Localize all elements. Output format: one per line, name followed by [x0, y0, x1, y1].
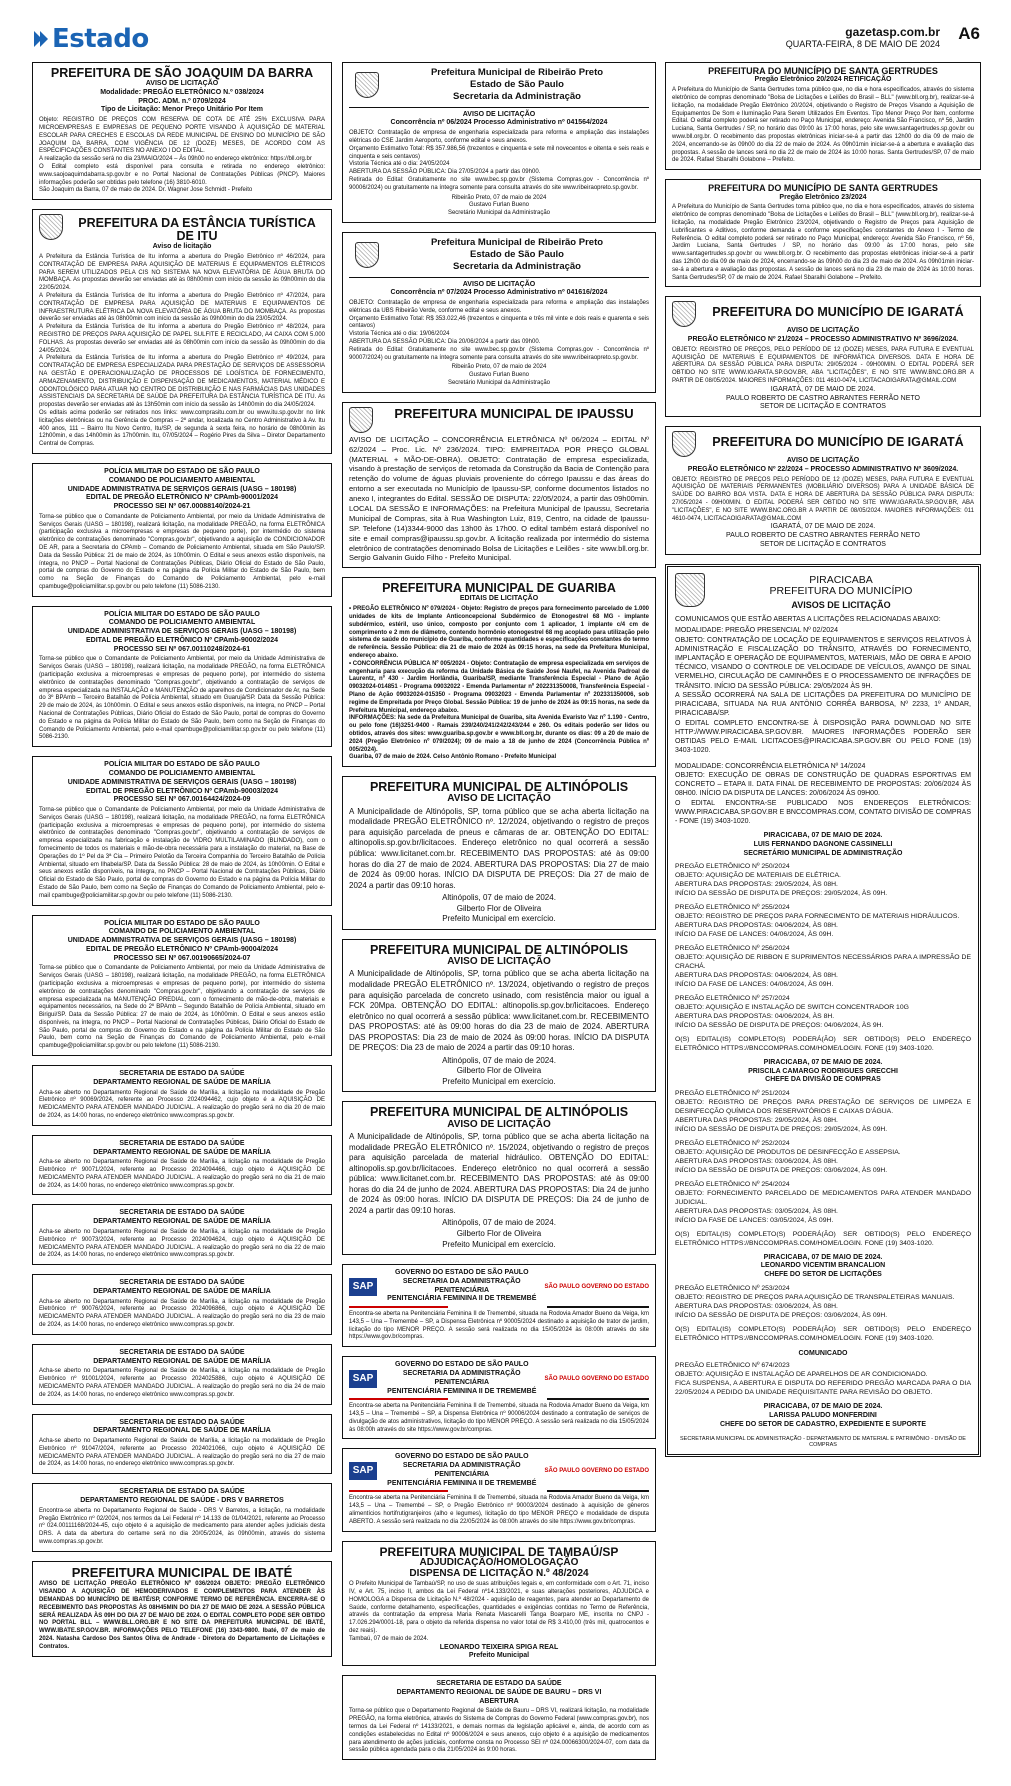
notice-title: PREFEITURA MUNICIPAL DE ALTINÓPOLIS: [369, 1105, 629, 1120]
notice-body: A Prefeitura do Município de Santa Gertrudes torna público que, no dia e hora especificados, através do sistema eletrônico de compras denominado "Bolsa de Licitações e Leilões do Brasil – BLL" (www.bll.org.br), realizar-se-á licitação, na modalidade Pregão Eletrônico 20/2024, objetivando o Registro de Preços Visando a Aquisição de Equipamentos De Som e Iluminação Para Serem Utilizados Em Eventos. Tipo Menor Preço Por Item, conforme Edital. O edital completo poderá ser retirado no Paço Municipal, endereço: Avenida São Francisco, nº 56, Jardim Luciana, Santa Gertrudes / SP, no horário das 09:00 às 17:00 horas, pelo site www.santagertrudes.sp.gov.br ou www.bll.org.br. O recebimento das propostas eletrônicas iniciar-se-á a partir das 12h00 do dia 09 de maio de 2024, encerrando-se às 09h00 do dia 22 de maio de 2024. As 09h01min iniciar-se-á a abertura e avaliação das propostas. A sessão de lances será no dia 22 de maio de 2024 às 10:00 horas. Santa Gertrudes/SP, 07 de maio de 2024. Rafael Sbaralhi Golabone – Prefeito.: [672, 87, 974, 164]
notice-altinopolis-2: [342, 939, 656, 1093]
notice-body: Acha-se aberto no Departamento Regional de Saúde de Marília, a licitação na modalidade de Pregão Eletrônico nº 90073/2024, referente ao Processo 2024094624, cujo objeto é AQUISIÇÃO DE MEDICAMENTO PARA ATENDER MANDADO JUDICIAL. A realização do pregão será no dia 22 de maio de 2024, as 14:00 horas, no endereço eletrônico www.compras.sp.gov.br.: [39, 1228, 325, 1259]
notice-edital: O(S) EDITAL(IS) COMPLETO(S) PODERÁ(ÃO) SER OBTIDO(S) PELO ENDEREÇO ELETRÔNICO HTTPS://BNCCOMPRAS.COM/HOME/LOGIN. FONE (19) 3403-1020.: [675, 1035, 971, 1052]
notice-pm-2: [32, 606, 332, 748]
notice-item: PREGÃO ELETRÔNICO Nº 254/2024 OBJETO: FORNECIMENTO PARCELADO DE MEDICAMENTOS PARA ATENDER MANDADO JUDICIAL. ABERTURA DAS PROPOSTAS: 03/05/2024, ÀS 08H. INÍCIO DA FASE DE LANCES: 03/05/2024, ÀS 09H.: [675, 1180, 971, 1224]
notice-header: SECRETARIA DE ESTADO DA SAÚDE DEPARTAMENTO REGIONAL DE SAÚDE - DRS V BARRETOS: [80, 1488, 284, 1504]
notice-signature: LEONARDO TEIXEIRA SPIGA REAL Prefeito Municipal: [439, 1643, 559, 1660]
notice-header: SECRETARIA DE ESTADO DA SAÚDE DEPARTAMENTO REGIONAL DE SAÚDE DE BAURU – DRS VI ABERTURA: [396, 1680, 602, 1705]
notice-body: Acha-se aberto no Departamento Regional de Saúde de Marília, a licitação na modalidade de Pregão Eletrônico nº 90071/2024, referente ao Processo 2024094466, cujo objeto é AQUISIÇÃO DE MEDICAMENTO PARA ATENDER MANDADO JUDICIAL. A realização do pregão será no dia 21 de maio de 2024, as 14:00 horas, no endereço eletrônico www.compras.sp.gov.br.: [39, 1159, 325, 1189]
sp-government-logo: SÃO PAULO GOVERNO DO ESTADO: [544, 1283, 649, 1290]
notice-title: GOVERNO DO ESTADO DE SÃO PAULO SECRETARIA DA ADMINISTRAÇÃO PENITENCIÁRIA PENITENCIÁRIA FEMININA II DE TREMEMBÉ: [387, 1269, 537, 1303]
notice-marilia-2: [32, 1135, 332, 1196]
notice-body: A Prefeitura da Estância Turística de Itu informa a abertura do Pregão Eletrônico nº 46/2024, para CONTRATAÇÃO DE EMPRESA PARA AQUISIÇÃO DE MATERIAIS E EQUIPAMENTOS ELÉTRICOS PARA SEREM UTILIZADOS PELA CIS NO SISTEMA NA NOVA ELEVATÓRIA DE ÁGUA BRUTA DO MOMBAÇA. As propostas deverão ser enviadas até às 08h00min com início da sessão às 09h00min do dia 22/05/2024. A Prefeitura da Estância Turística de Itu informa a abertura do Pregão Eletrônico nº 47/2024, para CONTRATAÇÃO DE EMPRESA PARA AQUISIÇÃO DE MATERIAIS E EQUIPAMENTOS DE INFRAESTRUTURA ELÉTRICA DA NOVA ELEVATÓRIA DE ÁGUA BRUTA DO MOMBAÇA. As propostas deverão ser enviadas até às 08h00min com início da sessão às 09h00min do dia 23/05/2024. A Prefeitura da Estância Turística de Itu informa a abertura do Pregão Eletrônico nº 48/2024, para REGISTRO DE PREÇOS PARA AQUISIÇÃO DE PAPEL SULFITE E RECICLADO, A4 CAIXA COM 5.000 FOLHAS. As propostas deverão ser enviadas até às 08h00min com início da sessão às 09h00min do dia 24/05/2024. A Prefeitura da Estância Turística de Itu informa a abertura do Pregão Eletrônico nº 49/2024, para CONTRATAÇÃO DE EMPRESA ESPECIALIZADA PARA PRESTAÇÃO DE SERVIÇOS DE ASSESSORIA NA GESTÃO E OPERACIONALIZAÇÃO DE PROCESSOS DE LOGÍSTICA DE FORNECIMENTO, ARMAZENAMENTO, DISTRIBUIÇÃO E DISPENSAÇÃO DE MEDICAMENTOS, MATERIAL MÉDICO E ODONTOLÓGICO PARA ATUAR NO CENTRO DE DISTRIBUIÇÃO E NAS FARMÁCIAS DAS UNIDADES ASSISTENCIAIS DA SECRETARIA DE SAÚDE DA PREFEITURA DA ESTÂNCIA TURÍSTICA DE ITU. As propostas deverão ser enviadas até às 13h50min com início da sessão às 14h00min do dia 24/05/2024. Os editais acima poderão ser retirados nos links: www.comprasitu.com.br ou www.itu.sp.gov.br no link licitações eletrônicas ou na Gerência de Compras – 2º andar, localizada no Centro Administrativo à Av. Itu 400 anos, 111 – Bairro Itu Novo Centro, Itu/SP, de segunda à sexta feira, no horário de 08h00min às 12h00min, e das 14h00min às 17h00min. Itu, 07/05/2024 – Rogério Pires da Silva – Diretor Departamento Central de Compras.: [39, 254, 325, 448]
notice-ipaussu: [342, 402, 656, 569]
notice-item: PREGÃO ELETRÔNICO Nº 250/2024 OBJETO: AQUISIÇÃO DE MATERIAIS DE ELÉTRICA. ABERTURA DAS PROPOSTAS: 29/05/2024, ÀS 08H. INÍCIO DA SESSÃO DE DISPUTA DE PREÇOS: 29/05/2024, ÀS 09H.: [675, 863, 888, 898]
notice-subtitle: AVISO DE LICITAÇÃO PREGÃO ELETRÔNICO Nº 21/2024 – PROCESSO ADMINISTRATIVO Nº 3696/2024.: [687, 327, 959, 344]
notice-signature: Altinópolis, 07 de maio de 2024. Gilberto Flor de Oliveira Prefeito Municipal em exercício.: [442, 893, 556, 924]
notice-gov-sp-3: [342, 1448, 656, 1531]
notice-header: SECRETARIA DE ESTADO DA SAÚDE DEPARTAMENTO REGIONAL DE SAÚDE DE MARÍLIA: [93, 1418, 271, 1435]
notice-block: MODALIDADE: PREGÃO PRESENCIAL Nº 02/2024 OBJETO: CONTRATAÇÃO DE LOCAÇÃO DE EQUIPAMENTOS E SERVIÇOS RELATIVOS À ADMINISTRAÇÃO E FISCALIZAÇÃO DO TRÂNSITO, ATRAVÉS DO FORNECIMENTO, IMPLANTAÇÃO E OPERAÇÃO DE EQUIPAMENTOS, MATERIAIS, MÃO DE OBRA E APOIO TÉCNICO, VISANDO O CONTROLE DE VELOCIDADE DE VEÍCULOS, AVANÇO DE SINAL VERMELHO, CIRCULAÇÃO DE CAMINHÕES E O PROCESSAMENTO DE INFRAÇÕES DE TRÂNSITO. INÍCIO DA SESSÃO PÚBLICA: 29/05/2024 ÀS 9H. A SESSÃO OCORRERÁ NA SALA DE LICITAÇÕES DA PREFEITURA DO MUNICÍPIO DE PIRACICABA, SITUADA NA RUA ANTÔNIO CORRÊA BARBOSA, Nº 2233, 1º ANDAR, PIRACICABA/SP. O EDITAL COMPLETO ENCONTRA-SE À DISPOSIÇÃO PARA DOWNLOAD NO SITE HTTP://WWW.PIRACICABA.SP.GOV.BR. MAIORES INFORMAÇÕES PODERÃO SER OBTIDAS PELO E-MAIL LICITACOES@PIRACICABA.SP.GOV.BR OU PELO FONE (19) 3403-1020.: [675, 627, 971, 755]
notice-item: PREGÃO ELETRÔNICO Nº 251/2024 OBJETO: REGISTRO DE PREÇOS PARA PRESTAÇÃO DE SERVIÇOS DE LIMPEZA E DESINFECÇÃO QUÍMICA DOS RESERVATÓRIOS E CAIXAS D'ÁGUA. ABERTURA DAS PROPOSTAS: 29/05/2024, ÀS 08H. INÍCIO DA SESSÃO DE DISPUTA DE PREÇOS: 29/05/2024, ÀS 09H.: [675, 1090, 971, 1133]
notice-title: PREFEITURA MUNICIPAL DE IBATÉ: [71, 1564, 293, 1580]
notice-gov-sp-1: [342, 1264, 656, 1347]
notice-body: AVISO DE LICITAÇÃO PREGÃO ELETRÔNICO Nº 036/2024 OBJETO: PREGÃO ELETRÔNICO VISANDO A AQUISIÇÃO DE HEMODERIVADOS E COMPLEMENTOS PARA ATENDER ÀS DEMANDAS DO MUNICÍPIO DE IBATÉ/SP, CONFORME TERMO DE REFERÊNCIA. ENCERRA-SE O RECEBIMENTO DAS PROPOSTAS ÀS 08H45MIN DO DIA 27 DE MAIO DE 2024. A SESSÃO PÚBLICA SERÁ REALIZADA ÀS 09H DO DIA 27 DE MAIO DE 2024. O EDITAL COMPLETO PODE SER OBTIDO NO PORTAL BLL – WWW.BLL.ORG.BR E NO SITE DA PREFEITURA MUNICIPAL DE IBATÉ, WWW.IBATE.SP.GOV.BR. INFORMAÇÕES PELO TELEFONE (16) 3343-9800. Ibaté, 07 de maio de 2024. Natasha Cardoso Dos Santos Oliva de Andrade - Diretora do Departamento de Licitações e Contratos.: [39, 1581, 325, 1650]
notice-title: PREFEITURA DA ESTÂNCIA TURÍSTICA DE ITU: [78, 216, 316, 244]
notice-header: SECRETARIA DE ESTADO DA SAÚDE DEPARTAMENTO REGIONAL DE SAÚDE DE MARÍLIA: [93, 1209, 271, 1226]
notice-signature: PIRACICABA, 07 DE MAIO DE 2024. PRISCILA CAMARGO RODRIGUES GRECCHI CHEFE DA DIVISÃO DE COMPRAS: [748, 1058, 898, 1084]
notice-santa-gertrudes-2: [665, 179, 981, 287]
notice-header: [349, 1361, 649, 1396]
notice-title: Prefeitura Municipal de Ribeirão Preto Estado de São Paulo Secretaria da Administração: [430, 236, 604, 272]
notice-edital: O(S) EDITAL(IS) COMPLETO(S) PODERÁ(ÃO) SER OBTIDO(S) PELO ENDEREÇO ELETRÔNICO HTTPS://BNCCOMPRAS.COM/HOME/LOGIN. FONE (19) 3403-1020.: [675, 1230, 971, 1247]
notice-header: [349, 1453, 649, 1488]
notice-ribeirao-1: [342, 62, 656, 223]
issue-date: QUARTA-FEIRA, 8 DE MAIO DE 2024: [785, 39, 940, 49]
notice-body: OBJETO: REGISTRO DE PREÇOS, PELO PERÍODO DE 12 (DOZE) MESES, PARA FUTURA E EVENTUAL AQUISIÇÃO DE MATERIAIS E EQUIPAMENTOS DE INFORMÁTICA DIVERSOS. DATA E HORA DE ABERTURA DA SESSÃO PÚBLICA PARA DISPUTA: 29/05/2024 - 09H00MIN. O EDITAL PODERÁ SER OBTIDO NO SITE WWW.IGARATA.SP.GOV.BR, ABA "LICITAÇÕES", E NO SITE WWW.BNC.ORG.BR A PARTIR DE 08/05/2024. MAIORES INFORMAÇÕES: 011 4610-0474, LICITACAOIGARATA@GMAIL.COM: [672, 346, 974, 384]
notice-item: PREGÃO ELETRÔNICO Nº 253/2024 OBJETO: REGISTRO DE PREÇOS PARA AQUISIÇÃO DE TRANSPALETEIRAS MANUAIS. ABERTURA DAS PROPOSTAS: 03/06/2024, ÀS 08H. INÍCIO DA SESSÃO DE DISPUTA DE PREÇOS: 03/06/2024, ÀS 09H.: [675, 1284, 955, 1319]
notice-ibate: [32, 1561, 332, 1657]
flag-stripe: [349, 1398, 649, 1400]
notice-title: PREFEITURA DO MUNICÍPIO DE IGARATÁ: [712, 435, 964, 450]
notice-title: PREFEITURA DE SÃO JOAQUIM DA BARRA: [50, 66, 314, 80]
notice-title: PIRACICABA PREFEITURA DO MUNICÍPIO: [769, 573, 913, 597]
notice-body: Torna-se público que o Departamento Regional de Saúde de Bauru – DRS VI, realizará licitação, na modalidade PREGÃO, na forma eletrônica, através do Sistema de Compras do Governo Federal (www.compras.gov.br), nos termos da Lei Federal nº 14133/2021, e demais normas da legislação aplicável e, ainda, de acordo com as condições estabelecidas no Edital nº 90006/2024 e seus anexos, cujo objeto é a aquisição de medicamentos para atendimento de ações judiciais, conforme consta no Processo SEI nº 024.00066300/2024-07, com data da sessão pública agendada para o dia 21/05/2024 às 9:00 horas.: [349, 1708, 649, 1754]
notice-signature: IGARATÁ, 07 DE MAIO DE 2024. PAULO ROBERTO DE CASTRO ABRANTES FERRÃO NETO SETOR DE LICITAÇÃO E CONTRATOS: [726, 385, 920, 411]
city-seal-icon: [355, 72, 379, 98]
notice-pm-1: [32, 463, 332, 597]
notice-body: Acha-se aberto no Departamento Regional de Saúde de Marília, a licitação na modalidade de Pregão Eletrônico nº 91001/2024, referente ao Processo 2024025886, cujo objeto é AQUISIÇÃO DE MEDICAMENTO PARA ATENDER MANDADO JUDICIAL. A realização do pregão será no dia 24 de maio de 2024, as 14:00 horas, no endereço eletrônico www.compras.sp.gov.br.: [39, 1368, 325, 1398]
column-left: [32, 62, 332, 1666]
notice-subtitle: EDITAIS DE LICITAÇÃO: [459, 595, 539, 603]
column-right: [665, 62, 981, 1466]
notice-body: Encontra-se aberta na Penitenciária Feminina II de Tremembé, situada na Rodovia Amador Bueno da Veiga, km 143,5 – Una – Tremembé – SP, a Dispensa Eletrônica nº 90006/2024 destinado a contratação de serviços de divulgação de atos administrativos, licitação do tipo MENOR PREÇO. A sessão será realizada no dia 15/05/2024 às 08:00h através do site https://www.gov.br/compras.: [349, 1403, 649, 1433]
notice-body: OBJETO: REGISTRO DE PREÇOS PELO PERÍODO DE 12 (DOZE) MESES, PARA FUTURA E EVENTUAL AQUISIÇÃO DE MATERIAIS PERMANENTES (MOBILIÁRIO DIVERSOS) PARA A UNIDADE BÁSICA DE SAÚDE DO BAIRRO BOA VISTA. DATA E HORA DE ABERTURA DA SESSÃO PÚBLICA PARA DISPUTA: 27/05/2024 - 09H00MIN. O EDITAL PODERÁ SER OBTIDO NO SITE WWW.IGARATA.SP.GOV.BR, ABA "LICITAÇÕES", E NO SITE WWW.BNC.ORG.BR A PARTIR DE 08/05/2024. MAIORES INFORMAÇÕES: 011 4610-0474, LICITACAOIGARATA@GMAIL.COM: [672, 476, 974, 522]
notice-marilia-4: [32, 1274, 332, 1335]
notice-subtitle: Aviso de licitação: [152, 243, 212, 251]
notice-title: PREFEITURA MUNICIPAL DE GUARIBA: [382, 581, 616, 596]
notice-body: A Municipalidade de Altinópolis, SP, torna público que se acha aberta licitação na modalidade PREGÃO ELETRÔNICO nº. 12/2024, objetivando o registro de preços para aquisição parcelada de pneus e câmaras de ar. OBTENÇÃO DO EDITAL: altinopolis.sp.gov.br/licitacoes. Endereço eletrônico no qual ocorrerá a sessão pública: www.licitanet.com.br. RECEBIMENTO DAS PROPOSTAS: até às 09:00 horas do dia 27 de maio de 2024. ABERTURA DAS PROPOSTAS: Dia 27 de maio de 2024 às 09:00 horas. INÍCIO DA DISPUTA DE PREÇOS: Dia 27 de maio de 2024 a partir das 09:10 horas.: [349, 806, 649, 890]
header-meta: [786, 25, 940, 49]
sap-logo: SAP: [349, 1370, 377, 1388]
notice-pm-4: [32, 915, 332, 1057]
notice-header: [349, 67, 649, 108]
notice-item: PREGÃO ELETRÔNICO Nº 256/2024 OBJETO: AQUISIÇÃO DE RIBBON E SUPRIMENTOS NECESSÁRIOS PARA A IMPRESSÃO DE CRACHÁ. ABERTURA DAS PROPOSTAS: 04/06/2024, ÀS 08H. INÍCIO DA FASE DE LANCES: 04/06/2024, ÀS 09H.: [675, 945, 971, 989]
notice-header: POLÍCIA MILITAR DO ESTADO DE SÃO PAULO COMANDO DE POLICIAMENTO AMBIENTAL UNIDADE ADMINISTRATIVA DE SERVIÇOS GERAIS (UASG – 180198) EDITAL DE PREGÃO ELETRÔNICO Nº CPAmb-90001/2024 PROCESSO SEI Nº 067.00088140/2024-21: [67, 468, 297, 511]
notice-subtitle: AVISOS DE LICITAÇÃO: [791, 599, 891, 610]
notice-signature: PIRACICABA, 07 DE MAIO DE 2024. LUIS FERNANDO DAGNONE CASSINELLI SECRETÁRIO MUNICIPAL DE ADMINISTRAÇÃO: [743, 832, 903, 857]
flag-stripe: [349, 1306, 649, 1308]
notice-title: PREFEITURA DO MUNICÍPIO DE SANTA GERTRUDES: [708, 66, 938, 76]
notice-signature: Ribeirão Preto, 07 de maio de 2024 Gustavo Furlan Bueno Secretário Municipal da Administração: [447, 194, 551, 217]
notice-item: PREGÃO ELETRÔNICO Nº 257/2024 OBJETO: AQUISIÇÃO E INSTALAÇÃO DE SWITCH CONCENTRADOR 10G ABERTURA DAS PROPOSTAS: 04/06/2024, ÀS 8H. INÍCIO DA SESSÃO DE DISPUTA DE PREÇOS: 04/06/2024, ÀS 9H.: [675, 995, 909, 1029]
notice-altinopolis-3: [342, 1101, 656, 1255]
notice-header: POLÍCIA MILITAR DO ESTADO DE SÃO PAULO COMANDO DE POLICIAMENTO AMBIENTAL UNIDADE ADMINISTRATIVA DE SERVIÇOS GERAIS (UASG – 180198) EDITAL DE PREGÃO ELETRÔNICO Nº CPAmb-90004/2024 PROCESSO SEI Nº 067.00190665/2024-07: [67, 919, 297, 962]
notice-tambau: [342, 1541, 656, 1666]
notice-subtitle: AVISO DE LICITAÇÃO: [447, 955, 551, 967]
notice-subtitle: AVISO DE LICITAÇÃO: [447, 793, 551, 805]
notice-item: PREGÃO ELETRÔNICO Nº 674/2023 OBJETO: AQUISIÇÃO E INSTALAÇÃO DE APARELHOS DE AR CONDICIONADO. FICA SUSPENSA, A ABERTURA E DISPUTA DO REFERIDO PREGÃO MARCADA PARA O DIA 22/05/2024 A PEDIDO DA UNIDADE REQUISITANTE PARA REVISÃO DO OBJETO.: [675, 1362, 971, 1397]
notice-body: Torna-se público que o Comandante de Policiamento Ambiental, por meio da Unidade Administrativa de Serviços Gerais (UASG – 180198), realizará licitação, na modalidade PREGÃO, na forma ELETRÔNICA (participação exclusiva a microempresas e empresas de pequeno porte), por intermédio do sistema eletrônico de contratações denominado "Compras.gov.br", objetivando a contratação de serviços de empresa especializada na MANUTENÇÃO PREDIAL, com o fornecimento de mão-de-obra, materiais e equipamentos necessários, na Sede do 2º BPAmb – Segundo Batalhão de Polícia Ambiental, situado em Birigui/SP. Data da Sessão Pública: 27 de maio de 2024, às 10h00min. O Edital e seus anexos estão disponíveis, na íntegra, no PNCP – Portal Nacional de Contratações Públicas, Diário Oficial do Estado de São Paulo, portal de compras do Governo do Estado e na página da Polícia Militar do Estado de São Paulo, bem como na Seção de Finanças do Comando de Policiamento Ambiental, pelo e-mail cpambuge@policiamilitar.sp.gov.br ou pelo telefone (11) 5086-2130.: [39, 965, 325, 1050]
city-seal-icon: [675, 573, 705, 607]
notice-marilia-6: [32, 1414, 332, 1475]
notice-body: AVISO DE LICITAÇÃO – CONCORRÊNCIA ELETRÔNICA Nº 06/2024 – EDITAL Nº 62/2024 – Proc. Lic. Nº 236/2024. TIPO: EMPREITADA POR PREÇO GLOBAL (MATERIAL + MÃO-DE-OBRA). OBJETO: Contratação de empresa especializada, visando à prestação de serviços de retomada da Construção da Bacia de Contenção para retenção do volume de águas pluviais proveniente do córrego Ipaussu e das áreas do entorno a ser executada no Município de Ipaussu-SP, conforme documentos listados no anexo I, integrantes do Edital. SESSÃO DE DISPUTA: 22/05/2024, a partir das 09h00min. LOCAL DA SESSÃO E INFORMAÇÕES: na Prefeitura Municipal de Ipaussu, Secretaria Municipal de Compras, sita à Rua Washington Luiz, 819, Centro, na cidade de Ipaussu-SP. Telefone (14)3344-9000 das 13h00 às 17h00. O edital também estará disponível no site e email compras@ipaussu.sp.gov.br. A licitação realizada por intermédio do sistema eletrônico de contratações denominado Bolsa de Licitações e Leilões - site www.bll.org.br. Sergio Galvanin Guido Filho - Prefeito Municipal.: [349, 434, 649, 563]
notice-header: POLÍCIA MILITAR DO ESTADO DE SÃO PAULO COMANDO DE POLICIAMENTO AMBIENTAL UNIDADE ADMINISTRATIVA DE SERVIÇOS GERAIS (UASG – 180198) EDITAL DE PREGÃO ELETRÔNICO Nº CPAmb-90002/2024 PROCESSO SEI Nº 067.00110248/2024-61: [67, 610, 297, 653]
sap-logo: SAP: [349, 1278, 377, 1296]
notice-body: Torna-se público que o Comandante de Policiamento Ambiental, por meio da Unidade Administrativa de Serviços Gerais (UASG – 180198), realizará licitação, na modalidade PREGÃO, na forma ELETRÔNICA (participação exclusiva a microempresas e empresas de pequeno porte), por intermédio do sistema eletrônico de contratações denominado "Compras.gov.br", objetivando a aquisição de CONDICIONADOR DE AR, para a Secretaria do CPAmb – Comando de Policiamento Ambiental, situada em São Paulo/SP. Data da Sessão Pública: 21 de maio de 2024, às 10h00min. O Edital e seus anexos estão disponíveis, na íntegra, no PNCP – Portal Nacional de Contratações Públicas, Diário Oficial do Estado de São Paulo, portal de compras do Governo do Estado e na página da Polícia Militar do Estado de São Paulo, bem como na Seção de Finanças do Comando de Policiamento Ambiental, pelo e-mail cpambuge@policiamilitar.sp.gov.br ou pelo telefone (11) 5086-2130.: [39, 513, 325, 590]
notice-body: Acha-se aberto no Departamento Regional de Saúde de Marília, a licitação na modalidade de Pregão Eletrônico nº 90076/2024, referente ao Processo 2024096866, cujo objeto é AQUISIÇÃO DE MEDICAMENTO PARA ATENDER MANDADO JUDICIAL. A realização do pregão será no dia 23 de maio de 2024, as 14:00 horas, no endereço eletrônico www.compras.sp.gov.br.: [39, 1298, 325, 1329]
notice-marilia-5: [32, 1344, 332, 1405]
notice-title: PREFEITURA MUNICIPAL DE TAMBAÚ/SP: [379, 1544, 619, 1559]
city-seal-icon: [39, 214, 63, 240]
notice-block: MODALIDADE: CONCORRÊNCIA ELETRÔNICA Nº 14/2024 OBJETO: EXECUÇÃO DE OBRAS DE CONSTRUÇÃO DE QUADRAS ESPORTIVAS EM CONCRETO – ETAPA II. DATA FINAL DE RECEBIMENTO DE PROPOSTAS: 20/06/2024 ÀS 08H00. INÍCIO DA DISPUTA DE LANCES: 20/06/2024 ÀS 09H00. O EDITAL ENCONTRA-SE PUBLICADO NOS ENDEREÇOS ELETRÔNICOS: WWW.PIRACICABA.SP.GOV.BR E BNCCOMPRAS.COM, CONTATO DIVISÃO DE COMPRAS - FONE (19) 3403-1020.: [675, 762, 971, 825]
notice-marilia-3: [32, 1204, 332, 1265]
notice-subtitle: AVISO DE LICITAÇÃO Concorrência nº 07/2024 Processo Administrativo nº 041616/2024: [390, 280, 608, 297]
notice-header: SECRETARIA DE ESTADO DA SAÚDE DEPARTAMENTO REGIONAL DE SAÚDE DE MARÍLIA: [93, 1070, 271, 1086]
notice-title: PREFEITURA MUNICIPAL DE ALTINÓPOLIS: [369, 780, 629, 795]
notice-subtitle: AVISO DE LICITAÇÃO: [447, 1118, 551, 1130]
notice-header: SECRETARIA DE ESTADO DA SAÚDE DEPARTAMENTO REGIONAL DE SAÚDE DE MARÍLIA: [93, 1139, 271, 1156]
brand-name: Estado: [52, 24, 149, 54]
notice-signature: Altinópolis, 07 de maio de 2024. Gilberto Flor de Oliveira Prefeito Municipal em exercício.: [442, 1055, 556, 1086]
notice-pm-3: [32, 756, 332, 905]
chevron-logo-icon: [34, 29, 48, 49]
notice-barretos: [32, 1483, 332, 1551]
page-number: A6: [958, 24, 980, 43]
notice-subtitle: AVISO DE LICITAÇÃO Concorrência nº 06/2024 Processo Administrativo nº 041564/2024: [390, 110, 608, 127]
notice-subtitle: AVISO DE LICITAÇÃO Modalidade: PREGÃO ELETRÔNICO N.º 038/2024 PROC. ADM. n.º 0709/2024 Tipo de Licitação: Menor Preço Unitário Por Item: [100, 80, 264, 114]
notice-body: A Prefeitura do Município de Santa Gertrudes torna público que, no dia e hora especificados, através do sistema eletrônico de compras denominado "Bolsa de Licitações e Leilões do Brasil – BLL" (www.bll.org.br), realizar-se-á licitação, na modalidade Pregão Eletrônico 23/2024, objetivando o Registro de Preços para Aquisição de Lubrificantes e Aditivos, conforme demanda e conforme especificações constantes do Anexo I - Termo de Referência. O edital completo poderá ser retirado no Paço Municipal, endereço: Avenida São Francisco, nº 56, Jardim Luciana, Santa Gertrudes / SP, no horário das 09:00 às 17:00 horas, pelo site www.santagertrudes.sp.gov.br ou www.bll.org.br. O recebimento das propostas eletrônicas iniciar-se-á a partir das 12h00 do dia 09 de maio de 2024, encerrando-se às 09h00 do dia 23 de maio de 2024. As 09h01min iniciar-se-á a abertura e avaliação das propostas. A sessão de lances será no dia 23 de maio de 2024 às 10:00 horas. Santa Gertrudes/SP, 07 de maio de 2024. Rafael Sbaralhi Golabone – Prefeito.: [672, 204, 974, 281]
notice-signature: Ribeirão Preto, 07 de maio de 2024 Gustavo Furlan Bueno Secretário Municipal da Administração: [447, 364, 551, 386]
notice-body: O Prefeito Municipal de Tambaú/SP, no uso de suas atribuições legais e, em conformidade com o Art. 71, inciso IV, e Art. 75, inciso II, ambos da Lei Federal nº14.133/2021, e suas alterações posteriores, ADJUDICA e HOMOLOGA a Dispensa de Licitação N.º 48/2024 - aquisição de reagentes, para atender ao Departamento de Saúde, conforme detalhamento, especificações, quantidades e exigências contidas no Termo de Referência, através da contratação da empresa Maria Renata Mascarelli Tanga Boarparo ME, inscrita no CNPJ - 17.026.294/0001-18, para o objeto da referida dispensa no valor total de R$ 3.410,00 (três mil, quatrocentos e dez reais). Tambaú, 07 de maio de 2024.: [349, 1581, 649, 1642]
notice-subtitle: Pregão Eletrônico 23/2024: [779, 193, 867, 201]
notice-igarata-1: [665, 296, 981, 417]
notice-item: PREGÃO ELETRÔNICO Nº 255/2024 OBJETO: REGISTRO DE PREÇOS PARA FORNECIMENTO DE MATERIAIS HIDRÁULICOS. ABERTURA DAS PROPOSTAS: 04/06/2024, ÀS 08H. INÍCIO DA FASE DE LANCES: 04/06/2024, ÀS 09H.: [675, 904, 960, 939]
site-url: gazetasp.com.br: [845, 25, 940, 39]
sap-logo: SAP: [349, 1462, 377, 1480]
notice-gov-sp-2: [342, 1356, 656, 1439]
notice-body: Objeto: REGISTRO DE PREÇOS COM RESERVA DE COTA DE ATÉ 25% EXCLUSIVA PARA MICROEMPRESAS E EMPRESAS DE PEQUENO PORTE VISANDO À AQUISIÇÃO DE MATERIAL ESCOLAR PARA CRECHES E ESCOLAS DA REDE MUNICIPAL DE ENSINO DO MUNICÍPIO DE SÃO JOAQUIM DA BARRA, COM VIGÊNCIA DE 12 (DOZE) MESES, DE ACORDO COM AS ESPECIFICAÇÕES CONSTANTES NO ANEXO I DO EDITAL. A realização da sessão será no dia 23/MAIO/2024 – Às 09h00 no endereço eletrônico: https://bll.org.br O Edital completo está disponível para consulta e retirada no endereço eletrônico: www.saojoaquimdabarra.sp.gov.br e no Portal Nacional de Contratações Públicas (PNCP). Maiores informações poderão ser obtidas pelo telefone (16) 3810-6010. São Joaquim da Barra, 07 de maio de 2024. Dr. Wagner Jose Schmidt - Prefeito: [39, 117, 325, 194]
brand-logo: [34, 24, 149, 54]
notice-title: PREFEITURA DO MUNICÍPIO DE SANTA GERTRUDES: [708, 183, 938, 194]
notice-body: Acha-se aberto no Departamento Regional de Saúde de Marília, a licitação na modalidade de Pregão Eletrônico nº 91047/2024, referente ao Processo 2024021066, cujo objeto é AQUISIÇÃO DE MEDICAMENTO PARA ATENDER MANDADO JUDICIAL. A realização do pregão será no dia 27 de maio de 2024, as 14:00 horas, no endereço eletrônico www.compras.sp.gov.br.: [39, 1438, 325, 1468]
city-seal-icon: [349, 407, 373, 433]
notice-subtitle: AVISO DE LICITAÇÃO PREGÃO ELETRÔNICO Nº 22/2024 – PROCESSO ADMINISTRATIVO Nº 3609/2024.: [687, 457, 959, 473]
notice-footer: SECRETARIA MUNICIPAL DE ADMINISTRAÇÃO - DEPARTAMENTO DE MATERIAL E PATRIMÔNIO - DIVISÃO DE COMPRAS: [680, 1435, 966, 1448]
notice-body: Encontra-se aberta na Penitenciária Feminina II de Tremembé, situada na Rodovia Amador Bueno da Veiga, km 143,5 – Una – Tremembé – SP, o Pregão Eletrônico nº 90003/2024 destinado à aquisição de gêneros alimentícios hortifrutigranjeiros (alho e legumes), licitação do tipo MENOR PREÇO e modalidade de disputa ABERTO. A sessão será realizada no dia 22/05/2024 às 08:00h através do site https://www.gov.br/compras.: [349, 1495, 649, 1525]
notice-sao-joaquim: [32, 62, 332, 200]
notice-signature: Altinópolis, 07 de maio de 2024. Gilberto Flor de Oliveira Prefeito Municipal em exercício.: [442, 1218, 556, 1249]
notice-header: [349, 237, 649, 278]
notice-body: • PREGÃO ELETRÔNICO Nº 079/2024 - Objeto: Registro de preços para fornecimento parcelado de 1.000 unidades de kits de Implante Anticoncepcional Subdérmico de Etonogestrel 68 MG - implante subdérmico, estéril, uso único, composto por conjunto com 1 aplicador, 1 implante c/4 cm de comprimento e 2 mm de diâmetro, contendo hormônio etonogestrel 68 mg acoplado para utilização pelo sistema de saúde do município de Guariba, conforme quantidades e especificações constantes do termo de referência. Sessão Pública: dia 21 de maio de 2024 às 09:15 horas, na sede da Prefeitura Municipal, endereço abaixo. • CONCORRÊNCIA PÚBLICA Nº 005/2024 - Objeto: Contratação de empresa especializada em serviços de engenharia para execução da reforma da Unidade Básica de Saúde José Naufel, na Avenida Padroal de Laurentz, nº 430 - Jardim Horlândia, Guariba/SP, mediante Transferência Especial - Plano de Ação 09032024-014851 - Programa 09032022 - Emenda Parlamentar nº 202231350008, Transferência Especial - Plano de Ação 09032024-015350 - Programa 09032023 - Emenda Parlamentar nº 202331350006, sob regime de Empreitada por Preço Global. Sessão Pública: 19 de junho de 2024 às 09:15 horas, na sede da Prefeitura Municipal, endereço abaixo. INFORMAÇÕES: Na sede da Prefeitura Municipal de Guariba, sita Avenida Evaristo Vaz nº 1.190 - Centro, ou pelo fone (16)3251-9400 - Ramais 239/240/241/242/243/244 e 260. Os editais poderão ser lidos ou obtidos, através dos sites: www.guariba.sp.gov.br e www.bll.org.br, durante os dias: 09 a 20 de maio de 2024 (Pregão Eletrônico nº 079/2024); 09 de maio a 18 de junho de 2024 (Concorrência Pública nº 005/2024). Guariba, 07 de maio de 2024. Celso Antônio Romano - Prefeito Municipal: [349, 606, 649, 761]
notice-header: POLÍCIA MILITAR DO ESTADO DE SÃO PAULO COMANDO DE POLICIAMENTO AMBIENTAL UNIDADE ADMINISTRATIVA DE SERVIÇOS GERAIS (UASG – 180198) EDITAL DE PREGÃO ELETRÔNICO Nº CPAmb-90003/2024 PROCESSO SEI Nº 067.00164424/2024-09: [67, 761, 297, 804]
notice-comunicado: COMUNICADO: [798, 1349, 848, 1357]
notice-header: SECRETARIA DE ESTADO DA SAÚDE DEPARTAMENTO REGIONAL DE SAÚDE DE MARÍLIA: [93, 1348, 271, 1365]
notice-header: SECRETARIA DE ESTADO DA SAÚDE DEPARTAMENTO REGIONAL DE SAÚDE DE MARÍLIA: [93, 1279, 271, 1295]
notice-subtitle: Pregão Eletrônico 20/2024 RETIFICAÇÃO: [754, 76, 892, 84]
notice-title: Prefeitura Municipal de Ribeirão Preto Estado de São Paulo Secretaria da Administração: [430, 67, 604, 102]
flag-stripe: [349, 1490, 649, 1492]
notice-title: PREFEITURA DO MUNICÍPIO DE IGARATÁ: [712, 305, 964, 320]
notice-body: Torna-se público que o Comandante de Policiamento Ambiental, por meio da Unidade Administrativa de Serviços Gerais (UASG – 180198), realizará licitação, na modalidade PREGÃO, na forma ELETRÔNICA (participação exclusiva a microempresas e empresas de pequeno porte), por intermédio do sistema eletrônico de contratações denominado "Compras.gov.br", objetivando a contratação de serviços de empresa especializada na fabricação e instalação de VIDRO MULTILAMINADO (BLINDADO), com o fornecimento de todos os materiais e mão-de-obra necessária para a instalação do material, na Base de Operações do 1º Pel da 3ª Cia – Primeiro Pelotão da Terceira Companhia do Terceiro Batalhão de Polícia Ambiental, situado em Ilhabela/SP. Data da Sessão Pública: 28 de maio de 2024, às 10h00min. O Edital e seus anexos estão disponíveis, na íntegra, no PNCP – Portal Nacional de Contratações Públicas, Diário Oficial do Estado de São Paulo, portal de compras do Governo do Estado e na página da Polícia Militar do Estado de São Paulo, bem como na Seção de Finanças do Comando de Policiamento Ambiental, pelo e-mail cpambuge@policiamilitar.sp.gov.br ou pelo telefone (11) 5086-2130.: [39, 807, 325, 899]
city-seal-icon: [355, 242, 379, 268]
notice-signature: IGARATÁ, 07 DE MAIO DE 2024. PAULO ROBERTO DE CASTRO ABRANTES FERRÃO NETO SETOR DE LICITAÇÃO E CONTRATOS: [726, 523, 920, 548]
notice-igarata-2: [665, 426, 981, 555]
notice-body: Torna-se público que o Comandante de Policiamento Ambiental, por meio da Unidade Administrativa de Serviços Gerais (UASG – 180198), realizará licitação, na modalidade PREGÃO, na forma ELETRÔNICA (participação exclusiva a microempresas e empresas de pequeno porte), por intermédio do sistema eletrônico de contratações denominado "Compras.gov.br", objetivando a contratação de serviços de empresa especializada na INSTALAÇÃO e MANUTENÇÃO de aparelhos de Condicionador de Ar, na Sede do 3º BPAmb – Terceiro Batalhão de Polícia Ambiental, situado em Guarujá/SP. Data da Sessão Pública: 29 de maio de 2024, às 10h00min. O Edital e seus anexos estão disponíveis, na íntegra, no PNCP – Portal Nacional de Contratações Públicas, Diário Oficial do Estado de São Paulo, portal de compras do Governo do Estado e na página da Polícia Militar do Estado de São Paulo, bem como na Seção de Finanças do Comando de Policiamento Ambiental, pelo e-mail cpambuge@policiamilitar.sp.gov.br ou pelo telefone (11) 5086-2130.: [39, 656, 325, 741]
notice-signature: PIRACICABA, 07 DE MAIO DE 2024. LARISSA PALUDO MONFERDINI CHEFE DO SETOR DE CADASTRO, EXPEDIENTE E SUPORTE: [719, 1403, 926, 1428]
notice-title: GOVERNO DO ESTADO DE SÃO PAULO SECRETARIA DA ADMINISTRAÇÃO PENITENCIÁRIA PENITENCIÁRIA FEMININA II DE TREMEMBÉ: [387, 1453, 537, 1487]
notice-piracicaba: [665, 564, 981, 1457]
notice-body: A Municipalidade de Altinópolis, SP, torna público que se acha aberta licitação na modalidade PREGÃO ELETRÔNICO nº. 13/2024, objetivando o registro de preços para aquisição parcelada de concreto usinado, com resistência maior ou igual a FCK 20Mpa. OBTENÇÃO DO EDITAL: altinopolis.sp.gov.br/licitacoes. Endereço eletrônico no qual ocorrerá a sessão pública: www.licitanet.com.br. RECEBIMENTO DAS PROPOSTAS: até às 09:00 horas do dia 23 de maio de 2024. ABERTURA DAS PROPOSTAS: Dia 23 de maio de 2024 às 09:00 horas. INÍCIO DA DISPUTA DE PREÇOS: Dia 23 de maio de 2024 a partir das 09:10 horas.: [349, 969, 649, 1053]
notice-body: A Municipalidade de Altinópolis, SP, torna público que se acha aberta licitação na modalidade PREGÃO ELETRÔNICO nº. 15/2024, objetivando o registro de preços para aquisição parcelada de material hidráulico. OBTENÇÃO DO EDITAL: altinopolis.sp.gov.br/licitacoes. Endereço eletrônico no qual ocorrerá a sessão pública: www.licitanet.com.br. RECEBIMENTO DAS PROPOSTAS: até às 09:00 horas do dia 24 de junho de 2024. ABERTURA DAS PROPOSTAS: Dia 24 de junho de 2024 às 09:00 horas. INÍCIO DA DISPUTA DE PREÇOS: Dia 24 de junho de 2024 a partir das 09:10 horas.: [349, 1132, 649, 1215]
sp-government-logo: SÃO PAULO GOVERNO DO ESTADO: [544, 1375, 649, 1382]
notice-altinopolis-1: [342, 776, 656, 930]
notice-subtitle: ADJUDICAÇÃO/HOMOLOGAÇÃO DISPENSA DE LICITAÇÃO N.º 48/2024: [409, 1557, 589, 1579]
column-middle: [342, 62, 656, 1769]
notice-body: Encontra-se aberta na Penitenciária Feminina II de Tremembé, situada na Rodovia Amador Bueno da Veiga, km 143,5 – Una – Tremembé – SP, a Dispensa Eletrônica nº 90005/2024 destinado a aquisição de trator de jardim, licitação do tipo MENOR PREÇO. A sessão será realizada no dia 15/05/2024 às 08:00h através do site https://www.gov.br/compras.: [349, 1311, 649, 1341]
notice-body: OBJETO: Contratação de empresa de engenharia especializada para reforma e ampliação das instalações elétricas da UBS Ribeirão Verde, conforme edital e seus anexos. Orçamento Estimativo Total: R$ 353.022,46 (trezentos e cinquenta e três mil vinte e dois reais e quarenta e seis centavos) Vistoria Técnica até o dia: 19/06/2024 ABERTURA DA SESSÃO PÚBLICA: Dia 20/06/2024 a partir das 09h00. Retirada do Edital: Gratuitamente no site www.bec.sp.gov.br (Sistema Compras.gov - Concorrência nº 90007/2024) ou gratuitamente na íntegra somente para consulta através do site www.ribeiraopreto.sp.gov.br.: [349, 300, 649, 361]
notice-itu: [32, 209, 332, 454]
notice-body: OBJETO: Contratação de empresa de engenharia especializada para reforma e ampliação das instalações elétricas do CSE Jardim Aeroporto, conforme edital e seus anexos. Orçamento Estimativo Total: R$ 357.986,56 (trezentos e cinquenta e sete mil novecentos e oitenta e seis reais e cinquenta e seis centavos) Vistoria Técnica até o dia: 24/05/2024 ABERTURA DA SESSÃO PÚBLICA: Dia 27/05/2024 a partir das 09h00. Retirada do Edital: Gratuitamente no site www.bec.sp.gov.br (Sistema Compras.gov - Concorrência nº 90006/2024) ou gratuitamente na íntegra somente para consulta através do site www.ribeiraopreto.sp.gov.br.: [349, 130, 649, 191]
notice-body: Acha-se aberto no Departamento Regional de Saúde de Marília, a licitação na modalidade de Pregão Eletrônico nº 90069/2024, referente ao Processo 2024094462, cujo objeto é a AQUISIÇÃO DE MEDICAMENTO PARA ATENDER MANDADO JUDICIAL. A realização do pregão será no dia 20 de maio de 2024, as 14:00 horas, no endereço eletrônico www.compras.sp.gov.br.: [39, 1089, 325, 1119]
sp-government-logo: SÃO PAULO GOVERNO DO ESTADO: [544, 1467, 649, 1474]
notice-marilia-1: [32, 1065, 332, 1126]
city-seal-icon: [672, 301, 696, 327]
page-header: [34, 24, 980, 54]
notice-ribeirao-2: [342, 232, 656, 393]
notice-title: PREFEITURA MUNICIPAL DE ALTINÓPOLIS: [369, 942, 629, 957]
notice-body: Encontra-se aberta no Departamento Regional de Saúde - DRS V Barretos, a licitação, na modalidade Pregão Eletrônico nº 02/2024, nos termos da Lei Federal nº 14.133 de 01/04/2021, referente ao Processo nº 024.00111168/2024-45, cujo objeto é a aquisição de medicamento para atender ações judiciais desta DRS. A data da abertura do certame será no dia 20/05/2024, às 09h00min, através do sistema www.compras.sp.gov.br.: [39, 1507, 325, 1545]
city-seal-icon: [672, 431, 696, 457]
notice-santa-gertrudes-1: [665, 62, 981, 170]
notice-edital: O(S) EDITAL(IS) COMPLETO(S) PODERÁ(ÃO) SER OBTIDO(S) PELO ENDEREÇO ELETRÔNICO HTTPS://BNCCOMPRAS.COM/HOME/LOGIN. FONE (19) 3403-1020.: [675, 1325, 971, 1342]
notice-guariba: [342, 577, 656, 767]
notice-intro: COMUNICAMOS QUE ESTÃO ABERTAS A LICITAÇÕES RELACIONADAS ABAIXO:: [675, 616, 941, 624]
notice-title: GOVERNO DO ESTADO DE SÃO PAULO SECRETARIA DA ADMINISTRAÇÃO PENITENCIÁRIA PENITENCIÁRIA FEMININA II DE TREMEMBÉ: [387, 1361, 537, 1395]
notice-signature: PIRACICABA, 07 DE MAIO DE 2024. LEONARDO VICENTIM BRANCALION CHEFE DO SETOR DE LICITAÇÕES: [760, 1253, 886, 1279]
notice-header: [349, 1269, 649, 1304]
notice-bauru: [342, 1675, 656, 1760]
notice-title: PREFEITURA MUNICIPAL DE IPAUSSU: [394, 406, 634, 421]
notice-item: PREGÃO ELETRÔNICO Nº 252/2024 OBJETO: AQUISIÇÃO DE PRODUTOS DE DESINFECÇÃO E ASSEPSIA. ABERTURA DAS PROPOSTAS: 03/06/2024, ÀS 08H. INÍCIO DA SESSÃO DE DISPUTA DE PREÇOS: 03/06/2024, ÀS 09H.: [675, 1139, 901, 1174]
